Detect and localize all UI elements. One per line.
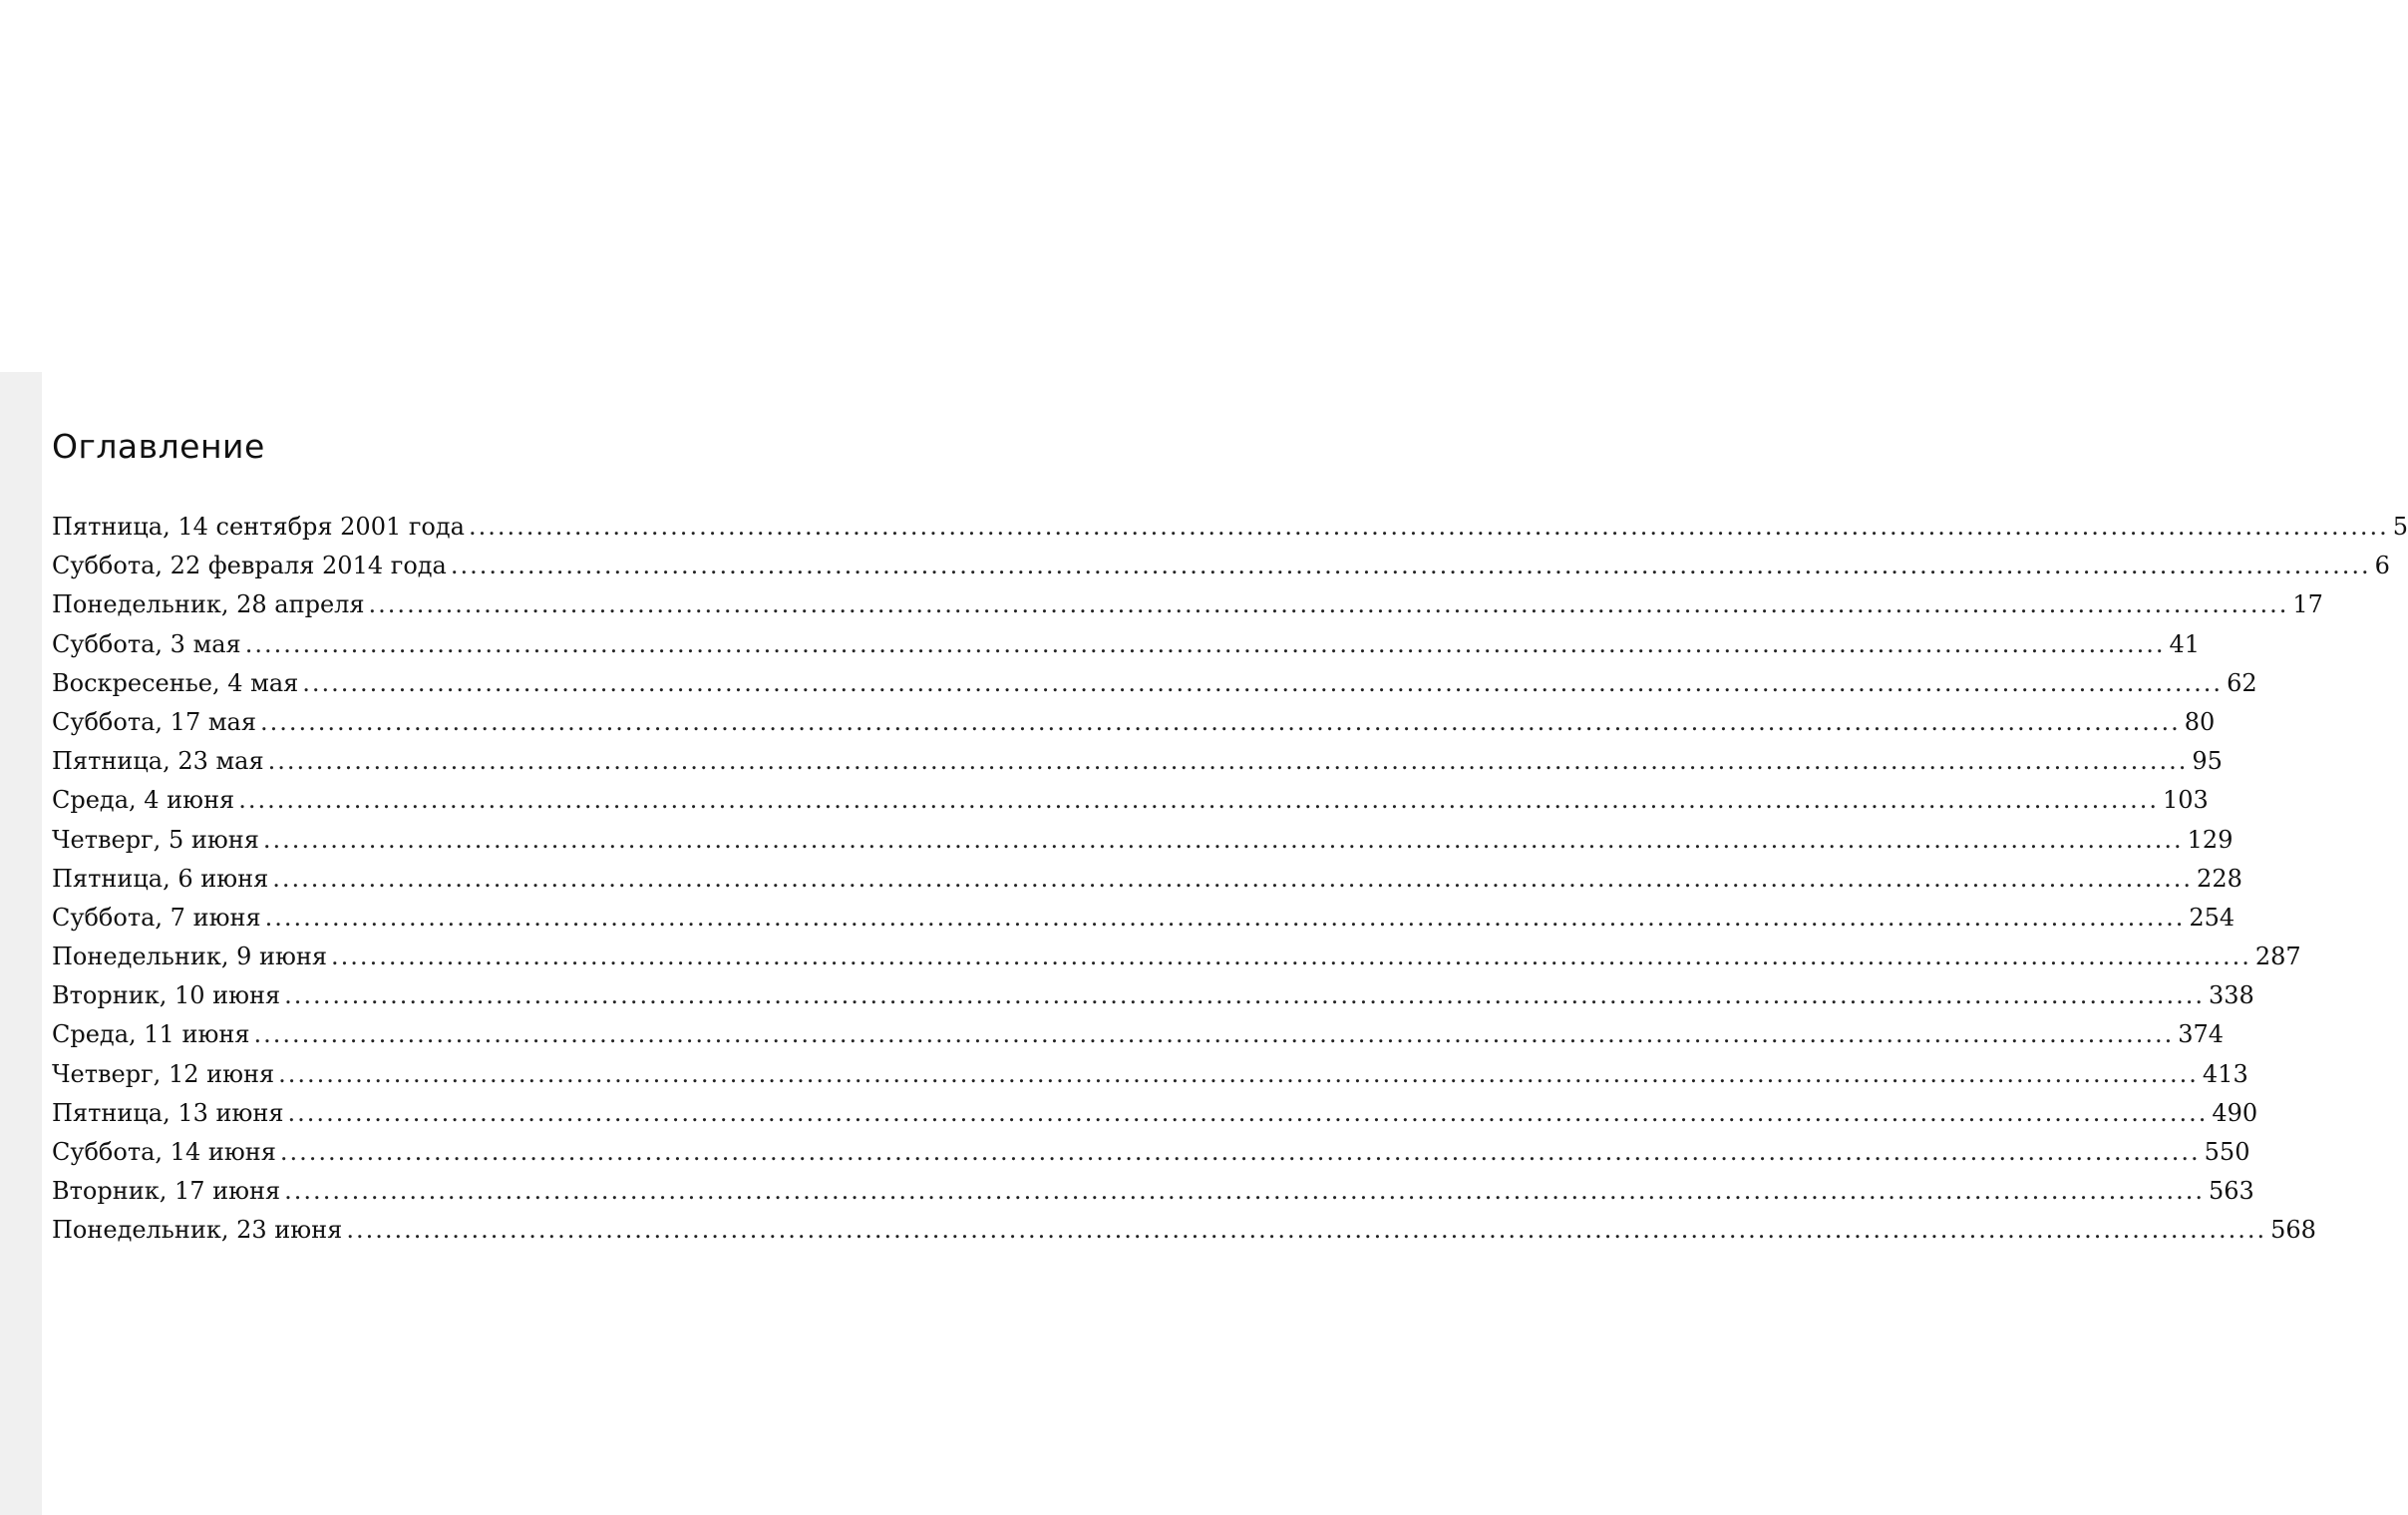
toc-entry-page: 563: [2208, 1177, 2254, 1206]
toc-entry-label: Суббота, 17 мая: [52, 707, 256, 736]
toc-entry-page: 5: [2392, 513, 2408, 541]
toc-dot-leader: ........................................................................................................................................................................................................: [279, 1138, 2201, 1166]
toc-entry-page: 254: [2189, 903, 2236, 932]
toc-entry[interactable]: [52, 899, 2236, 938]
toc-entry[interactable]: [52, 547, 2390, 585]
toc-entry-label: Суббота, 3 мая: [52, 629, 241, 658]
toc-dot-leader: ........................................................................................................................................................................................................: [284, 1177, 2205, 1206]
toc-entry-label: Воскресенье, 4 мая: [52, 668, 299, 697]
toc-entry-label: Понедельник, 23 июня: [52, 1216, 343, 1245]
toc-dot-leader: ........................................................................................................................................................................................................: [450, 552, 2371, 580]
toc-entry[interactable]: [52, 1015, 2225, 1054]
toc-entry-label: Пятница, 6 июня: [52, 864, 269, 893]
toc-dot-leader: ........................................................................................................................................................................................................: [259, 707, 2181, 736]
toc-list: [52, 508, 2408, 1251]
toc-entry-page: 550: [2204, 1138, 2250, 1166]
toc-entry-page: 490: [2212, 1098, 2258, 1127]
toc-entry-page: 6: [2374, 552, 2390, 580]
toc-dot-leader: ........................................................................................................................................................................................................: [272, 864, 2194, 893]
toc-entry-page: 568: [2270, 1216, 2316, 1245]
toc-entry[interactable]: [52, 938, 2301, 976]
toc-entry-page: 62: [2227, 668, 2257, 697]
toc-entry-page: 80: [2184, 707, 2216, 736]
toc-entry[interactable]: [52, 976, 2254, 1015]
toc-dot-leader: ........................................................................................................................................................................................................: [284, 981, 2205, 1010]
toc-entry-label: Пятница, 13 июня: [52, 1098, 284, 1127]
toc-entry[interactable]: [52, 508, 2408, 547]
toc-entry[interactable]: [52, 781, 2209, 820]
toc-entry-label: Пятница, 23 мая: [52, 747, 264, 776]
toc-entry-label: Суббота, 14 июня: [52, 1138, 276, 1166]
toc-dot-leader: ........................................................................................................................................................................................................: [238, 786, 2159, 815]
toc-entry[interactable]: [52, 860, 2242, 899]
toc-entry[interactable]: [52, 1055, 2248, 1094]
page-edge-shadow: [0, 372, 42, 1515]
toc-entry-label: Четверг, 12 июня: [52, 1059, 275, 1088]
toc-entry-label: Пятница, 14 сентября 2001 года: [52, 513, 465, 541]
toc-title: Оглавление: [52, 427, 265, 466]
toc-entry-page: 374: [2178, 1020, 2225, 1049]
toc-entry[interactable]: [52, 1133, 2250, 1172]
toc-entry-page: 129: [2187, 825, 2234, 854]
toc-entry[interactable]: [52, 664, 2257, 703]
toc-entry-page: 95: [2192, 747, 2223, 776]
toc-entry[interactable]: [52, 625, 2201, 664]
toc-dot-leader: ........................................................................................................................................................................................................: [331, 943, 2251, 971]
toc-entry[interactable]: [52, 703, 2216, 742]
toc-dot-leader: ........................................................................................................................................................................................................: [278, 1059, 2199, 1088]
toc-entry-page: 287: [2254, 943, 2301, 971]
toc-entry-label: Понедельник, 9 июня: [52, 943, 328, 971]
toc-entry-page: 17: [2292, 590, 2323, 619]
toc-entry[interactable]: [52, 742, 2223, 781]
table-of-contents: [52, 419, 2408, 1251]
toc-entry-label: Понедельник, 28 апреля: [52, 590, 365, 619]
toc-dot-leader: ........................................................................................................................................................................................................: [262, 825, 2184, 854]
toc-dot-leader: ........................................................................................................................................................................................................: [267, 747, 2189, 776]
toc-entry-label: Вторник, 17 июня: [52, 1177, 281, 1206]
toc-dot-leader: ........................................................................................................................................................................................................: [346, 1216, 2267, 1245]
toc-entry[interactable]: [52, 1211, 2316, 1250]
toc-dot-leader: ........................................................................................................................................................................................................: [287, 1098, 2209, 1127]
toc-entry-page: 41: [2169, 629, 2201, 658]
toc-dot-leader: ........................................................................................................................................................................................................: [468, 513, 2389, 541]
toc-entry[interactable]: [52, 585, 2323, 624]
toc-entry[interactable]: [52, 1094, 2258, 1133]
toc-entry-page: 228: [2197, 864, 2242, 893]
toc-entry-label: Суббота, 22 февраля 2014 года: [52, 552, 447, 580]
toc-entry-page: 103: [2162, 786, 2209, 815]
toc-dot-leader: ........................................................................................................................................................................................................: [244, 629, 2166, 658]
toc-entry-label: Среда, 11 июня: [52, 1020, 250, 1049]
toc-entry-page: 413: [2202, 1059, 2248, 1088]
toc-dot-leader: ........................................................................................................................................................................................................: [253, 1020, 2175, 1049]
toc-dot-leader: ........................................................................................................................................................................................................: [264, 903, 2186, 932]
toc-entry-page: 338: [2208, 981, 2254, 1010]
toc-dot-leader: ........................................................................................................................................................................................................: [302, 668, 2224, 697]
toc-entry[interactable]: [52, 821, 2234, 860]
toc-entry[interactable]: [52, 1172, 2254, 1211]
toc-entry-label: Четверг, 5 июня: [52, 825, 259, 854]
toc-entry-label: Суббота, 7 июня: [52, 903, 261, 932]
toc-entry-label: Вторник, 10 июня: [52, 981, 281, 1010]
toc-entry-label: Среда, 4 июня: [52, 786, 235, 815]
toc-dot-leader: ........................................................................................................................................................................................................: [368, 590, 2289, 619]
